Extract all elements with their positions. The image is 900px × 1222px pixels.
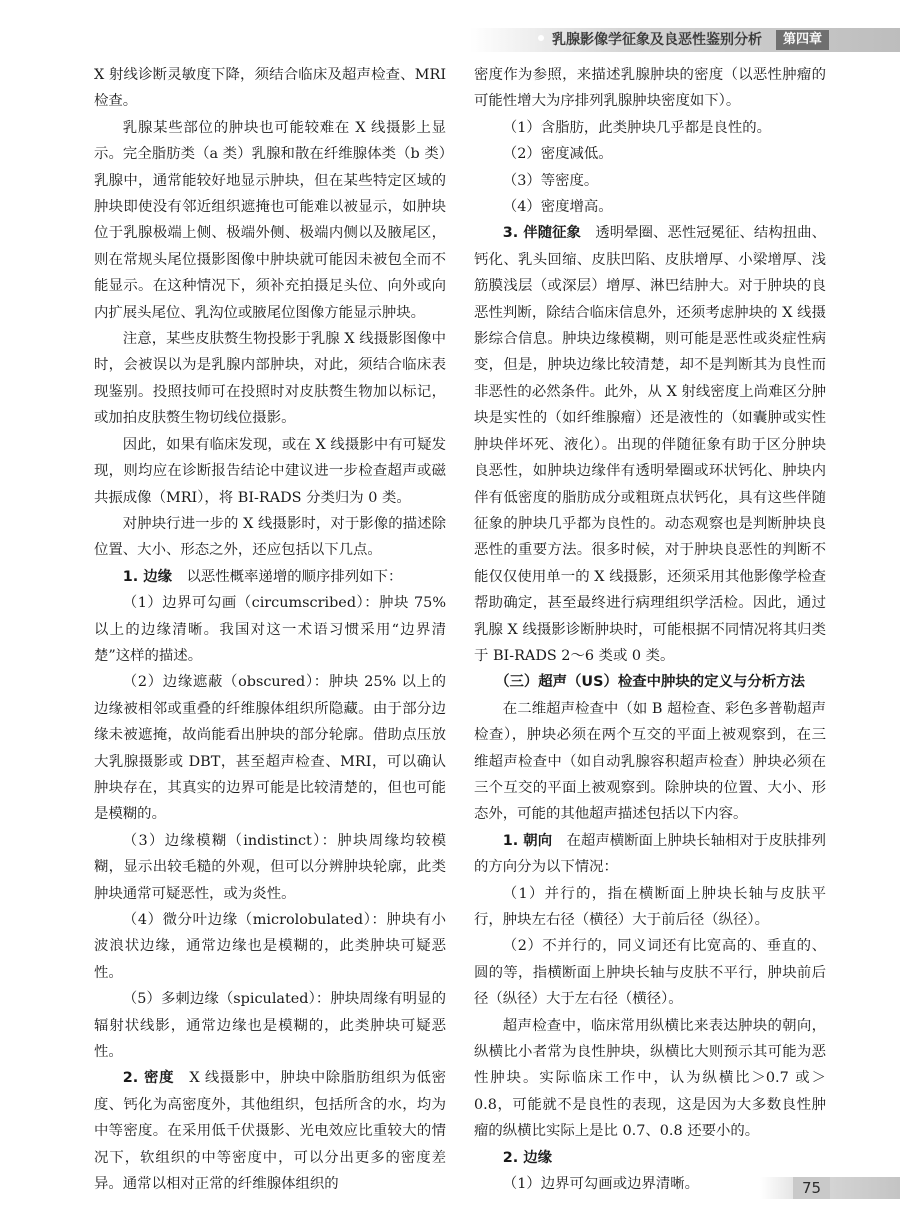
paragraph-text: 在超声横断面上肿块长轴相对于皮肤排列的方向分为以下情况： bbox=[474, 832, 826, 876]
paragraph: （1）含脂肪，此类肿块几乎都是良性的。 bbox=[502, 119, 771, 136]
paragraph bbox=[94, 564, 446, 590]
subheading-density: 2. 密度 bbox=[122, 1070, 175, 1087]
subheading-margin: 1. 边缘 bbox=[122, 568, 173, 585]
paragraph: （1）边界可勾画或边界清晰。 bbox=[502, 1176, 700, 1193]
bullet-dot-icon bbox=[538, 35, 544, 41]
subheading-associated-signs: 3. 伴随征象 bbox=[502, 225, 581, 242]
paragraph: （2）边缘遮蔽（obscured）：肿块 25% 以上的边缘被相邻或重叠的纤维腺体组织所隐藏。由于部分边缘未被遮掩，故尚能看出肿块的部分轮廓。借助点压放大乳腺摄影或 DBT，甚至超声检查、MRI，可以确认肿块存在，其真实的边界可能是比较清楚的，但也可能是模糊的。 bbox=[94, 674, 446, 823]
paragraph: （2）不并行的，同义词还有比宽高的、垂直的、圆的等，指横断面上肿块长轴与皮肤不平行，肿块前后径（纵径）大于左右径（横径）。 bbox=[474, 938, 826, 1008]
paragraph-text: 透明晕圈、恶性冠冕征、结构扭曲、钙化、乳头回缩、皮肤凹陷、皮肤增厚、小梁增厚、浅筋膜浅层（或深层）增厚、淋巴结肿大。对于肿块的良恶性判断，除结合临床信息外，还须考虑肿块的 X 线摄影综合信息。肿块边缘模糊，则可能是恶性或炎症性病变，但是，肿块边缘比较清楚，却不是判断其为良性而非恶性的必然条件。此外，从 X 射线密度上尚难区分肿块是实性的（如纤维腺瘤）还是液性的（如囊肿或实性肿块伴坏死、液化）。出现的伴随征象有助于区分肿块良恶性，如肿块边缘伴有透明晕圈或环状钙化、肿块内伴有低密度的脂肪成分或粗斑点状钙化，具有这些伴随征象的肿块几乎都为良性的。动态观察也是判断肿块良恶性的重要方法。很多时候，对于肿块良恶性的判断不能仅仅使用单一的 X 线摄影，还须采用其他影像学检查帮助确定，甚至最终进行病理组织学活检。因此，通过乳腺 X 线摄影诊断肿块时，可能根据不同情况将其归类于 BI-RADS 2～6 类或 0 类。 bbox=[474, 225, 826, 664]
paragraph-text: 以恶性概率递增的顺序排列如下： bbox=[172, 568, 403, 585]
paragraph: 因此，如果有临床发现，或在 X 线摄影中有可疑发现，则均应在诊断报告结论中建议进一步检查超声或磁共振成像（MRI），将 BI-RADS 分类归为 0 类。 bbox=[94, 436, 446, 506]
subheading-orientation: 1. 朝向 bbox=[502, 832, 553, 849]
running-header-title: 乳腺影像学征象及良恶性鉴别分析 bbox=[552, 32, 762, 48]
paragraph: （3）边缘模糊（indistinct）：肿块周缘均较模糊，显示出较毛糙的外观，但可以分辨肿块轮廓，此类肿块通常可疑恶性，或为炎性。 bbox=[94, 832, 446, 902]
paragraph: （2）密度减低。 bbox=[502, 146, 613, 163]
paragraph: 乳腺某些部位的肿块也可能较难在 X 线摄影上显示。完全脂肪类（a 类）乳腺和散在纤维腺体类（b 类）乳腺中，通常能较好地显示肿块，但在某些特定区域的肿块即使没有邻近组织遮掩也可能难以被显示，如肿块位于乳腺极端上侧、极端外侧、极端内侧以及腋尾区，则在常规头尾位摄影图像中肿块就可能因未被包全而不能显示。在这种情况下，须补充拍摄足头位、向外或向内扩展头尾位、乳沟位或腋尾位图像方能显示肿块。 bbox=[94, 119, 446, 321]
paragraph: 对肿块行进一步的 X 线摄影时，对于影像的描述除位置、大小、形态之外，还应包括以下几点。 bbox=[94, 515, 446, 559]
paragraph bbox=[474, 220, 826, 669]
paragraph: 在二维超声检查中（如 B 超检查、彩色多普勒超声检查），肿块必须在两个互交的平面上被观察到，在三维超声检查中（如自动乳腺容积超声检查）肿块必须在三个互交的平面上被观察到。除肿块的位置、大小、形态外，可能的其他超声描述包括以下内容。 bbox=[474, 700, 826, 823]
paragraph: 注意，某些皮肤赘生物投影于乳腺 X 线摄影图像中时，会被误以为是乳腺内部肿块，对此，须结合临床表现鉴别。投照技师可在投照时对皮肤赘生物加以标记，或加拍皮肤赘生物切线位摄影。 bbox=[94, 331, 446, 427]
paragraph: 密度作为参照，来描述乳腺肿块的密度（以恶性肿瘤的可能性增大为序排列乳腺肿块密度如下）。 bbox=[474, 67, 826, 110]
paragraph: （4）密度增高。 bbox=[502, 199, 613, 216]
left-column bbox=[94, 62, 446, 1197]
paragraph bbox=[474, 828, 826, 881]
paragraph: （1）并行的，指在横断面上肿块长轴与皮肤平行，肿块左右径（横径）大于前后径（纵径）。 bbox=[474, 885, 826, 928]
paragraph: （5）多刺边缘（spiculated）：肿块周缘有明显的辐射状线影，通常边缘也是模糊的，此类肿块可疑恶性。 bbox=[94, 991, 446, 1061]
paragraph: （4）微分叶边缘（microlobulated）：肿块有小波浪状边缘，通常边缘也是模糊的，此类肿块可疑恶性。 bbox=[94, 912, 446, 981]
paragraph bbox=[94, 1065, 446, 1197]
paragraph: 超声检查中，临床常用纵横比来表达肿块的朝向，纵横比小者常为良性肿块，纵横比大则预示其可能为恶性肿块。实际临床工作中，认为纵横比＞0.7 或＞0.8，可能就不是良性的表现，这是因为大多数良性肿瘤的纵横比实际上是比 0.7、0.8 还要小的。 bbox=[474, 1017, 826, 1140]
page-number: 75 bbox=[793, 1177, 830, 1199]
paragraph bbox=[474, 1145, 826, 1171]
subheading-margin-us: 2. 边缘 bbox=[502, 1149, 553, 1166]
paragraph: X 射线诊断灵敏度下降，须结合临床及超声检查、MRI 检查。 bbox=[94, 67, 446, 110]
paragraph: （1）边界可勾画（circumscribed）：肿块 75% 以上的边缘清晰。我国对这一术语习惯采用“边界清楚”这样的描述。 bbox=[94, 595, 446, 664]
paragraph: （3）等密度。 bbox=[502, 172, 599, 189]
right-column bbox=[474, 62, 826, 1197]
chapter-badge: 第四章 bbox=[776, 30, 829, 50]
section-title: （三）超声（US）检查中肿块的定义与分析方法 bbox=[495, 674, 805, 691]
paragraph-text: X 线摄影中，肿块中除脂肪组织为低密度、钙化为高密度外，其他组织，包括所含的水，均为中等密度。在采用低千伏摄影、光电效应比重较大的情况下，软组织的中等密度中，可以分出更多的密度差异。通常以相对正常的纤维腺体组织的 bbox=[94, 1070, 446, 1193]
